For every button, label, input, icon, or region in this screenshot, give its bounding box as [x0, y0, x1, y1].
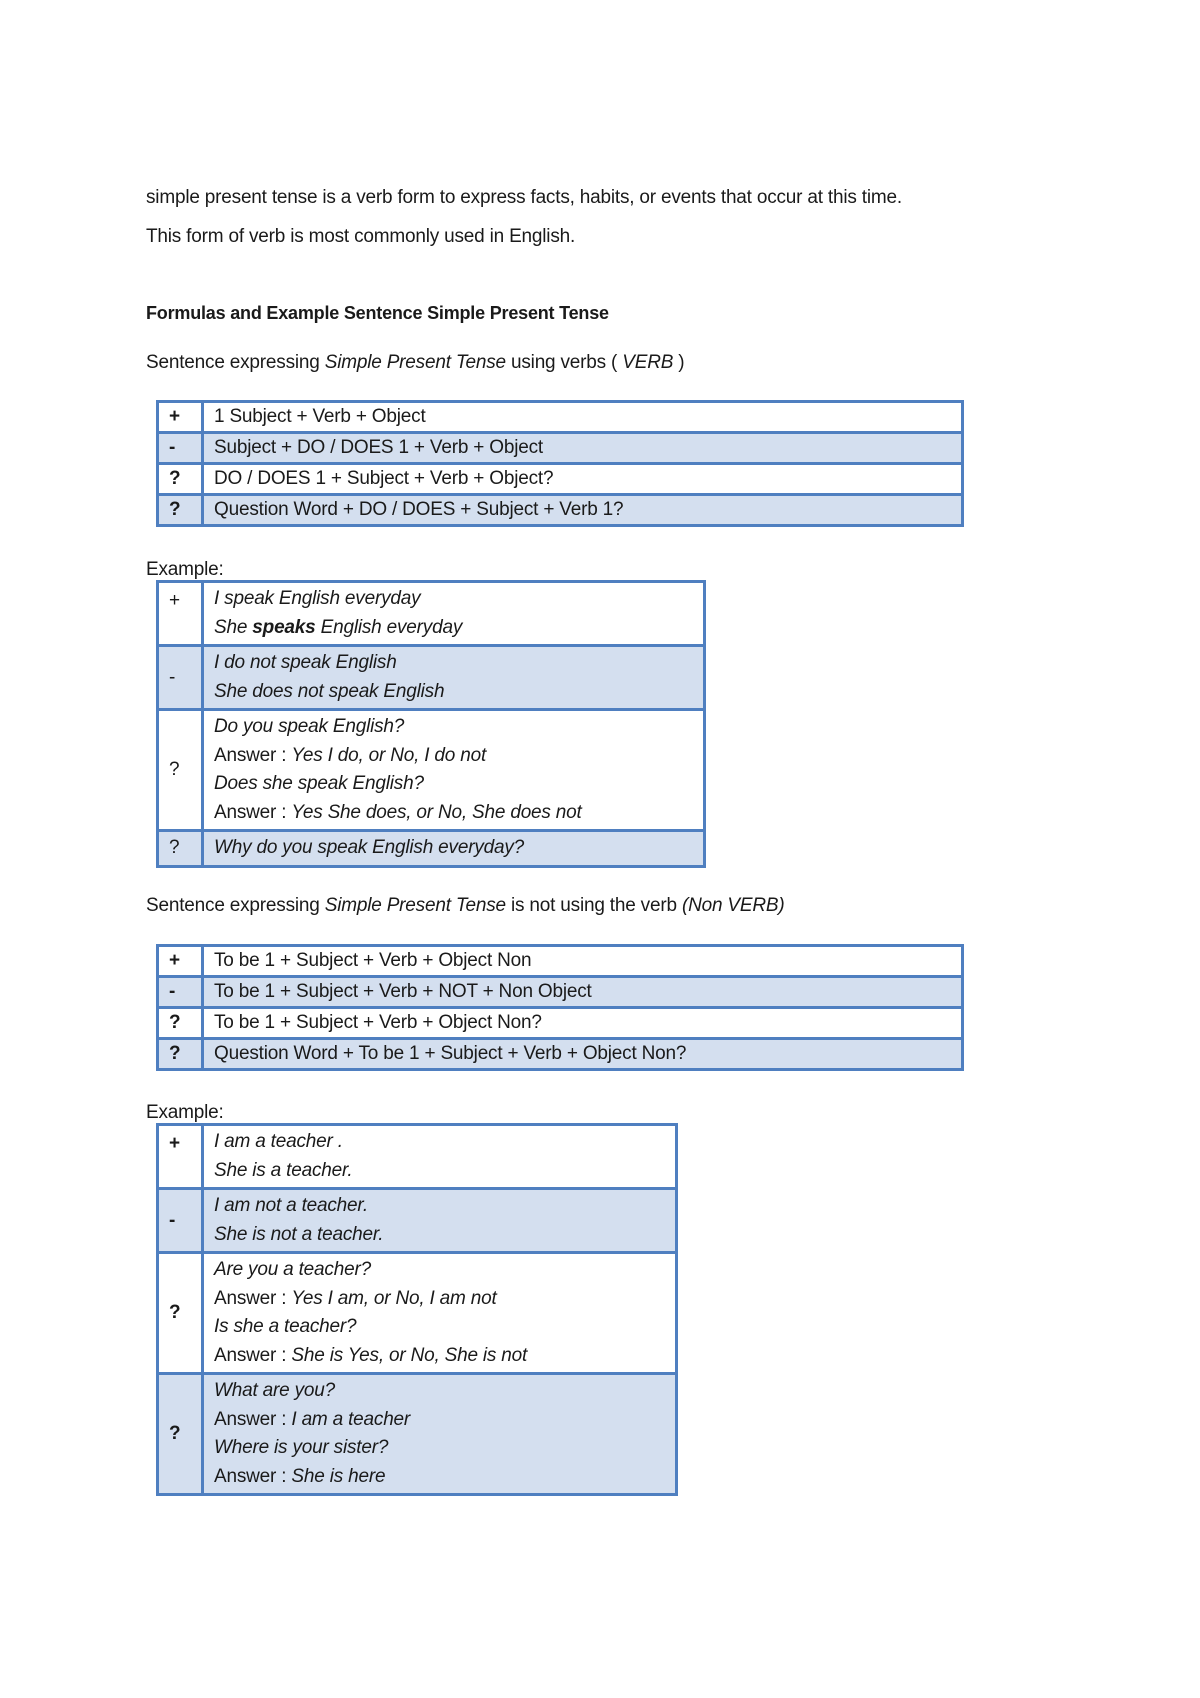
example-line — [214, 742, 693, 771]
question-symbol: ? — [158, 1374, 203, 1495]
example-cell — [203, 831, 705, 867]
caption-text: ) — [673, 352, 685, 373]
example-cell — [203, 582, 705, 646]
negative-symbol: - — [158, 646, 203, 710]
question-symbol: ? — [158, 495, 203, 526]
example-emphasis: speaks — [252, 616, 316, 638]
example-line: Are you a teacher? — [214, 1259, 371, 1280]
non-verb-formula-table — [156, 944, 964, 1071]
formula-cell: 1 Subject + Verb + Object — [203, 402, 963, 433]
formula-cell: To be 1 + Subject + Verb + NOT + Non Object — [203, 977, 963, 1008]
answer-label: Answer : — [214, 744, 292, 766]
caption-text: using verbs ( — [505, 352, 623, 373]
table-row — [158, 464, 963, 495]
verb-formula-table — [156, 400, 964, 527]
example-line: I am a teacher . — [214, 1131, 343, 1152]
section1-caption — [146, 351, 684, 375]
section-heading: Formulas and Example Sentence Simple Present Tense — [146, 303, 609, 323]
example-cell — [203, 1253, 677, 1374]
example-cell — [203, 1125, 677, 1189]
answer-label: Answer : — [214, 1465, 292, 1487]
question-symbol: ? — [158, 831, 203, 867]
example-line: Is she a teacher? — [214, 1316, 357, 1337]
table-row — [158, 946, 963, 977]
answer-text: Yes She does, or No, She does not — [291, 801, 582, 823]
formula-cell: To be 1 + Subject + Verb + Object Non? — [203, 1008, 963, 1039]
example-line: What are you? — [214, 1380, 335, 1401]
example-line: She is not a teacher. — [214, 1223, 384, 1245]
table-row — [158, 582, 705, 646]
example-line: Does she speak English? — [214, 773, 424, 794]
intro-line-1: simple present tense is a verb form to express facts, habits, or events that occur at this time. — [146, 187, 902, 208]
example-text: English everyday — [315, 616, 463, 638]
caption-text: Sentence expressing — [146, 352, 325, 373]
example-cell — [203, 1189, 677, 1253]
question-symbol: ? — [158, 1039, 203, 1070]
answer-label: Answer : — [214, 1287, 292, 1309]
verb-example-table — [156, 580, 706, 868]
table-row — [158, 495, 963, 526]
example-line — [214, 1406, 665, 1435]
example-line: I speak English everyday — [214, 588, 421, 609]
positive-symbol: + — [158, 582, 203, 646]
formula-cell: Question Word + DO / DOES + Subject + Verb 1? — [203, 495, 963, 526]
example-line — [214, 799, 693, 828]
answer-label: Answer : — [214, 801, 292, 823]
formula-cell: Subject + DO / DOES 1 + Verb + Object — [203, 433, 963, 464]
table-row — [158, 433, 963, 464]
positive-symbol: + — [158, 946, 203, 977]
answer-text: Yes I am, or No, I am not — [291, 1287, 497, 1309]
question-symbol: ? — [158, 710, 203, 831]
question-symbol: ? — [158, 1253, 203, 1374]
example-line: She does not speak English — [214, 680, 445, 702]
example-line — [214, 614, 693, 643]
caption-tense-name: Simple Present Tense — [324, 352, 506, 373]
example-line: Why do you speak English everyday? — [214, 837, 525, 858]
example-line: I am not a teacher. — [214, 1195, 368, 1216]
table-row — [158, 402, 963, 433]
answer-text: Yes I do, or No, I do not — [291, 744, 487, 766]
example-label: Example: — [146, 559, 224, 580]
caption-verb-label: (Non VERB) — [681, 895, 785, 916]
example-cell — [203, 646, 705, 710]
example-line: She is a teacher. — [214, 1159, 353, 1181]
example-line — [214, 1285, 665, 1314]
intro-line-2: This form of verb is most commonly used in English. — [146, 226, 576, 247]
table-row — [158, 1374, 677, 1495]
caption-text: Sentence expressing — [146, 895, 325, 916]
example-cell — [203, 710, 705, 831]
caption-tense-name: Simple Present Tense — [324, 895, 506, 916]
example-line: I do not speak English — [214, 652, 397, 673]
negative-symbol: - — [158, 977, 203, 1008]
table-row — [158, 1189, 677, 1253]
positive-symbol: + — [158, 1125, 203, 1189]
non-verb-example-table — [156, 1123, 678, 1496]
section2-caption — [146, 894, 784, 918]
example-line — [214, 1463, 665, 1492]
table-row — [158, 646, 705, 710]
answer-label: Answer : — [214, 1344, 292, 1366]
example-label: Example: — [146, 1102, 224, 1123]
example-text: She — [214, 616, 253, 638]
answer-text: She is here — [291, 1465, 386, 1487]
formula-cell: To be 1 + Subject + Verb + Object Non — [203, 946, 963, 977]
question-symbol: ? — [158, 464, 203, 495]
answer-label: Answer : — [214, 1408, 292, 1430]
question-symbol: ? — [158, 1008, 203, 1039]
table-row — [158, 1125, 677, 1189]
answer-text: I am a teacher — [291, 1408, 411, 1430]
caption-verb-label: VERB — [622, 352, 674, 373]
example-line — [214, 1342, 665, 1371]
table-row — [158, 710, 705, 831]
table-row — [158, 831, 705, 867]
example-line: Where is your sister? — [214, 1437, 389, 1458]
example-line: Do you speak English? — [214, 716, 405, 737]
example-cell — [203, 1374, 677, 1495]
caption-text: is not using the verb — [505, 895, 682, 916]
formula-cell: DO / DOES 1 + Subject + Verb + Object? — [203, 464, 963, 495]
answer-text: She is Yes, or No, She is not — [291, 1344, 528, 1366]
table-row — [158, 1039, 963, 1070]
table-row — [158, 1253, 677, 1374]
positive-symbol: + — [158, 402, 203, 433]
table-row — [158, 977, 963, 1008]
table-row — [158, 1008, 963, 1039]
negative-symbol: - — [158, 433, 203, 464]
formula-cell: Question Word + To be 1 + Subject + Verb + Object Non? — [203, 1039, 963, 1070]
negative-symbol: - — [158, 1189, 203, 1253]
